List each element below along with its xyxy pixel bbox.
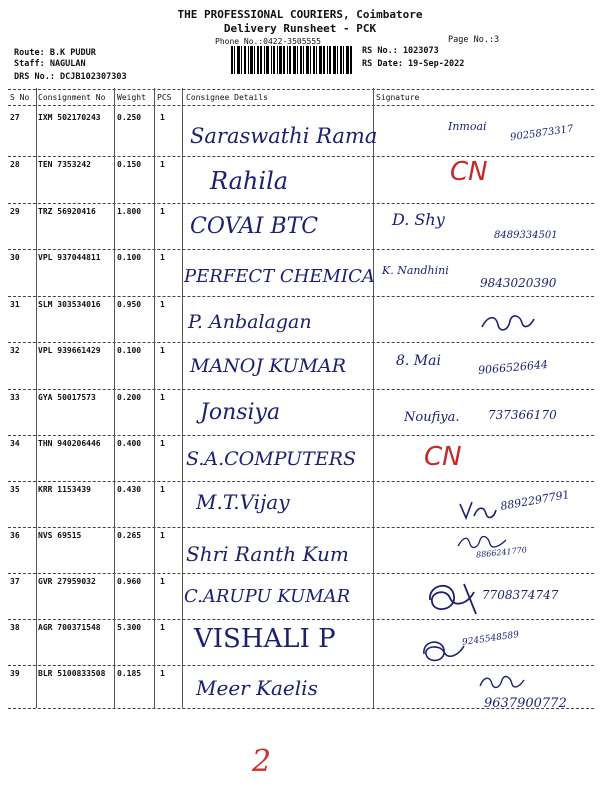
signature-handwriting: K. Nandhini (382, 264, 449, 277)
row-sno: 28 (10, 160, 20, 169)
company-title: THE PROFESSIONAL COURIERS, Coimbatore (177, 8, 423, 21)
signature-phone: 9637900772 (484, 696, 567, 711)
table-row (0, 574, 600, 620)
row-weight: 0.250 (117, 113, 142, 122)
signature-scribble (458, 498, 498, 522)
row-pcs: 1 (160, 346, 165, 355)
signature-scribble (478, 309, 538, 337)
row-weight: 5.300 (117, 623, 142, 632)
table-row (0, 110, 600, 156)
consignee-handwriting: P. Anbalagan (188, 311, 312, 333)
consignee-handwriting: Meer Kaelis (196, 676, 318, 700)
signature-phone: 9066526644 (477, 357, 549, 378)
barcode (231, 46, 353, 74)
signature-handwriting: D. Shy (392, 210, 445, 229)
row-consignment: GYA 50017573 (38, 393, 96, 402)
row-weight: 0.950 (117, 300, 142, 309)
signature-scribble (478, 672, 526, 692)
row-consignment: AGR 700371548 (38, 623, 101, 632)
rs-date: RS Date: 19-Sep-2022 (362, 59, 465, 69)
row-weight: 0.200 (117, 393, 142, 402)
row-weight: 1.800 (117, 207, 142, 216)
row-pcs: 1 (160, 393, 165, 402)
row-pcs: 1 (160, 577, 165, 586)
row-sno: 27 (10, 113, 20, 122)
row-consignment: GVR 27959032 (38, 577, 96, 586)
table-row (0, 390, 600, 436)
consignee-handwriting: Rahila (210, 167, 289, 195)
row-consignment: TRZ 56920416 (38, 207, 96, 216)
row-pcs: 1 (160, 485, 165, 494)
col-consignment: Consignment No (38, 93, 106, 102)
row-weight: 0.185 (117, 669, 142, 678)
table-row (0, 620, 600, 666)
col-sno: S No (10, 93, 30, 102)
table-row (0, 297, 600, 343)
row-weight: 0.430 (117, 485, 142, 494)
row-sno: 37 (10, 577, 20, 586)
signature-phone: 9025873317 (509, 123, 575, 144)
row-consignment: KRR 1153439 (38, 485, 91, 494)
consignee-handwriting: M.T.Vijay (196, 490, 290, 514)
row-weight: 0.150 (117, 160, 142, 169)
consignee-handwriting: Jonsiya (200, 400, 281, 425)
consignee-handwriting: C.ARUPU KUMAR (184, 586, 351, 607)
signature-scribble (424, 578, 482, 618)
row-pcs: 1 (160, 669, 165, 678)
row-pcs: 1 (160, 113, 165, 122)
row-consignment: THN 940206446 (38, 439, 101, 448)
table-row (0, 343, 600, 389)
consignee-handwriting: PERFECT CHEMICA (184, 266, 375, 287)
row-weight: 0.100 (117, 346, 142, 355)
signature-handwriting: Inmoai (448, 120, 487, 133)
row-pcs: 1 (160, 207, 165, 216)
signature-phone: 7708374747 (482, 588, 559, 602)
row-sno: 29 (10, 207, 20, 216)
table-row (0, 482, 600, 528)
table-row (0, 528, 600, 574)
table-row (0, 666, 600, 712)
row-pcs: 1 (160, 160, 165, 169)
consignee-handwriting: Saraswathi Rama (190, 124, 378, 148)
row-consignment: NVS 69515 (38, 531, 82, 540)
row-weight: 0.960 (117, 577, 142, 586)
header-bottom-rule (8, 105, 594, 106)
phone-number: Phone No.:0422-3505555 (215, 37, 321, 46)
row-sno: 32 (10, 346, 20, 355)
drs-number: DRS No.: DCJB102307303 (14, 72, 127, 82)
row-sno: 36 (10, 531, 20, 540)
consignee-handwriting: Shri Ranth Kum (186, 542, 349, 566)
row-pcs: 1 (160, 623, 165, 632)
handwritten-mark: 2 (252, 744, 272, 779)
row-pcs: 1 (160, 531, 165, 540)
row-weight: 0.100 (117, 253, 142, 262)
row-consignment: VPL 937044811 (38, 253, 101, 262)
signature-phone: 9843020390 (480, 276, 557, 290)
consignee-handwriting: S.A.COMPUTERS (186, 448, 357, 470)
table-row (0, 204, 600, 250)
consignee-handwriting: MANOJ KUMAR (190, 355, 347, 377)
table-row (0, 250, 600, 296)
signature-phone: 8489334501 (494, 230, 558, 241)
row-sno: 33 (10, 393, 20, 402)
row-weight: 0.265 (117, 531, 142, 540)
col-pcs: PCS (157, 93, 172, 102)
table-row (0, 157, 600, 203)
row-consignment: SLM 303534016 (38, 300, 101, 309)
row-sno: 38 (10, 623, 20, 632)
row-sno: 31 (10, 300, 20, 309)
row-sno: 35 (10, 485, 20, 494)
row-pcs: 1 (160, 439, 165, 448)
cn-mark: CN (424, 442, 462, 472)
consignee-handwriting: VISHALI P (194, 624, 336, 654)
signature-phone: 737366170 (488, 408, 557, 422)
row-sno: 39 (10, 669, 20, 678)
col-consignee: Consignee Details (186, 93, 268, 102)
signature-phone: 8866241770 (475, 545, 528, 560)
route-field: Route: B.K PUDUR (14, 48, 96, 58)
rs-number: RS No.: 1023073 (362, 46, 439, 56)
signature-phone: 8892297791 (499, 488, 571, 513)
signature-handwriting: 8. Mai (396, 353, 441, 369)
page-number: Page No.:3 (448, 35, 500, 45)
staff-field: Staff: NAGULAN (14, 59, 86, 69)
row-weight: 0.400 (117, 439, 142, 448)
runsheet-subtitle: Delivery Runsheet - PCK (223, 22, 377, 35)
row-consignment: TEN 7353242 (38, 160, 91, 169)
signature-phone: 9245548589 (461, 630, 520, 648)
row-consignment: VPL 939661429 (38, 346, 101, 355)
table-row (0, 436, 600, 482)
row-sno: 30 (10, 253, 20, 262)
col-weight: Weight (117, 93, 146, 102)
row-pcs: 1 (160, 253, 165, 262)
consignee-handwriting: COVAI BTC (190, 214, 319, 239)
row-sno: 34 (10, 439, 20, 448)
row-consignment: BLR 5100833508 (38, 669, 106, 678)
row-divider (8, 708, 594, 709)
col-signature: Signature (376, 93, 420, 102)
signature-handwriting: Noufiya. (404, 410, 460, 425)
cn-mark: CN (450, 157, 488, 187)
row-pcs: 1 (160, 300, 165, 309)
row-consignment: IXM 502170243 (38, 113, 101, 122)
